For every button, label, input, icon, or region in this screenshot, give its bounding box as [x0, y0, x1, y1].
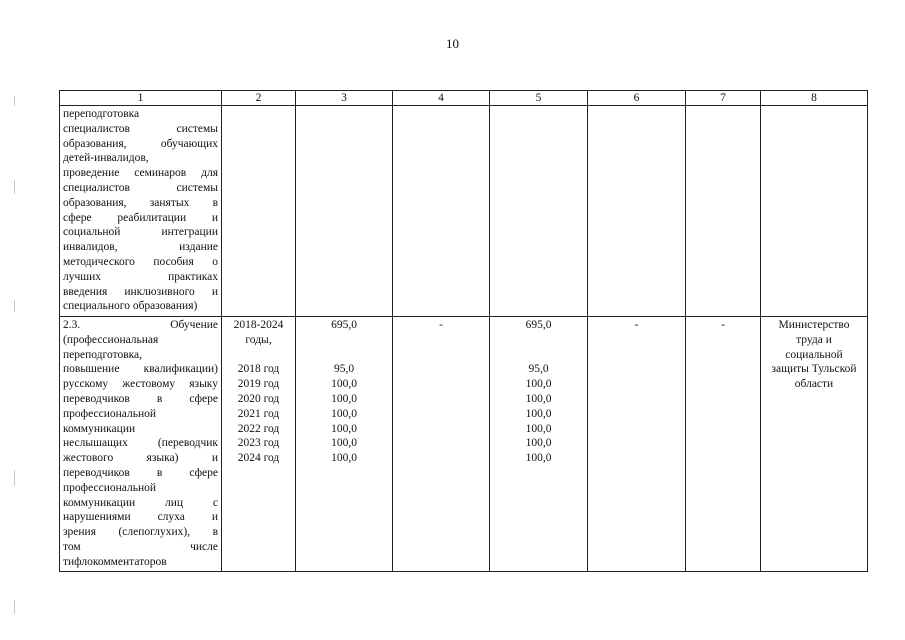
year-label: 2021 год — [237, 407, 280, 420]
scan-margin-mark — [14, 96, 15, 106]
text-line: образования, обучающих — [63, 137, 218, 150]
text-line: тифлокомментаторов — [63, 555, 167, 568]
value-cell — [393, 317, 490, 572]
year-value: 100,0 — [331, 378, 357, 391]
text-line: 2.3. Обучение — [63, 319, 218, 331]
text-line: коммуникации — [63, 422, 136, 435]
text-line: введения инклюзивного и — [63, 285, 218, 298]
text-line: переподготовка, — [63, 348, 143, 361]
table-row — [60, 317, 868, 572]
scan-margin-mark — [14, 180, 15, 194]
text-line: специального образования) — [63, 300, 198, 313]
year-value: 95,0 — [528, 363, 549, 376]
text-line: профессиональной — [63, 407, 157, 420]
period-cell — [222, 106, 296, 317]
measure-description — [60, 106, 222, 317]
total-value: 695,0 — [525, 319, 552, 331]
text-line: сфере реабилитации и — [63, 211, 218, 224]
page-number: 10 — [446, 36, 459, 51]
text-line: специалистов системы — [63, 181, 218, 194]
header-cell: 1 — [60, 91, 222, 106]
header-cell: 8 — [761, 91, 868, 106]
text-line: русскому жестовому языку — [63, 378, 218, 391]
year-value: 100,0 — [331, 437, 357, 450]
year-value: 100,0 — [525, 378, 552, 391]
value-cell — [588, 317, 686, 572]
text-line: неслышащих (переводчик — [63, 437, 218, 450]
text-line: коммуникации лиц с — [63, 496, 218, 509]
text-line: (профессиональная — [63, 333, 159, 346]
value-cell — [686, 106, 761, 317]
year-value: 100,0 — [525, 392, 552, 405]
text-line: лучших практиках — [63, 270, 218, 283]
value-cell — [296, 317, 393, 572]
executor-cell — [761, 106, 868, 317]
executor-line: Министерство — [778, 319, 850, 331]
value-cell — [296, 106, 393, 317]
header-cell: 7 — [686, 91, 761, 106]
text-line: нарушениями слуха и — [63, 511, 218, 524]
year-value: 100,0 — [525, 437, 552, 450]
header-cell: 5 — [490, 91, 588, 106]
text-line: инвалидов, издание — [63, 241, 218, 254]
value-cell — [588, 106, 686, 317]
text-line: детей-инвалидов, — [63, 152, 149, 165]
period-suffix: годы, — [245, 333, 272, 346]
header-cell: 2 — [222, 91, 296, 106]
value-cell — [490, 317, 588, 572]
text-line: образования, занятых в — [63, 196, 218, 209]
period-cell — [222, 317, 296, 572]
text-line: социальной интеграции — [63, 226, 218, 239]
year-label: 2023 год — [237, 437, 280, 450]
dash-value: - — [721, 319, 725, 331]
measure-description — [60, 317, 222, 572]
text-line: том числе — [63, 540, 218, 553]
scan-margin-mark — [14, 300, 15, 312]
value-cell — [686, 317, 761, 572]
value-cell — [393, 106, 490, 317]
dash-value: - — [634, 319, 639, 331]
table-row — [60, 106, 868, 317]
text-line: методического пособия о — [63, 255, 218, 268]
year-value: 100,0 — [331, 422, 357, 435]
text-line: переподготовка — [63, 108, 140, 120]
dash-value: - — [439, 319, 443, 331]
year-label: 2020 год — [237, 392, 280, 405]
executor-line: социальной — [785, 348, 843, 361]
text-line: зрения (слепоглухих), в — [63, 526, 218, 539]
year-label: 2018 год — [237, 363, 280, 376]
year-label: 2024 год — [237, 452, 280, 465]
text-line: профессиональной — [63, 481, 157, 494]
text-line: жестового языка) и — [63, 452, 218, 465]
value-cell — [490, 106, 588, 317]
year-value: 100,0 — [525, 422, 552, 435]
year-value: 95,0 — [333, 363, 355, 376]
year-label: 2022 год — [237, 422, 280, 435]
year-label: 2019 год — [237, 378, 280, 391]
year-value: 100,0 — [525, 452, 552, 465]
text-line: повышение квалификации) — [63, 363, 218, 376]
executor-line: области — [794, 378, 834, 391]
scan-margin-mark — [14, 470, 15, 486]
header-row — [60, 91, 868, 106]
program-table — [59, 90, 868, 572]
total-value: 695,0 — [331, 319, 357, 331]
text-line: специалистов системы — [63, 122, 218, 135]
text-line: переводчиков в сфере — [63, 466, 218, 479]
header-cell: 3 — [296, 91, 393, 106]
scan-margin-mark — [14, 600, 15, 614]
year-value: 100,0 — [331, 452, 357, 465]
executor-cell — [761, 317, 868, 572]
executor-line: защиты Тульской — [771, 363, 857, 376]
text-line: переводчиков в сфере — [63, 392, 218, 405]
executor-line: труда и — [796, 333, 832, 346]
header-cell: 4 — [393, 91, 490, 106]
header-cell: 6 — [588, 91, 686, 106]
year-value: 100,0 — [331, 392, 357, 405]
year-value: 100,0 — [331, 407, 357, 420]
text-line: проведение семинаров для — [63, 167, 218, 180]
year-value: 100,0 — [525, 407, 552, 420]
period-range: 2018-2024 — [233, 319, 284, 331]
